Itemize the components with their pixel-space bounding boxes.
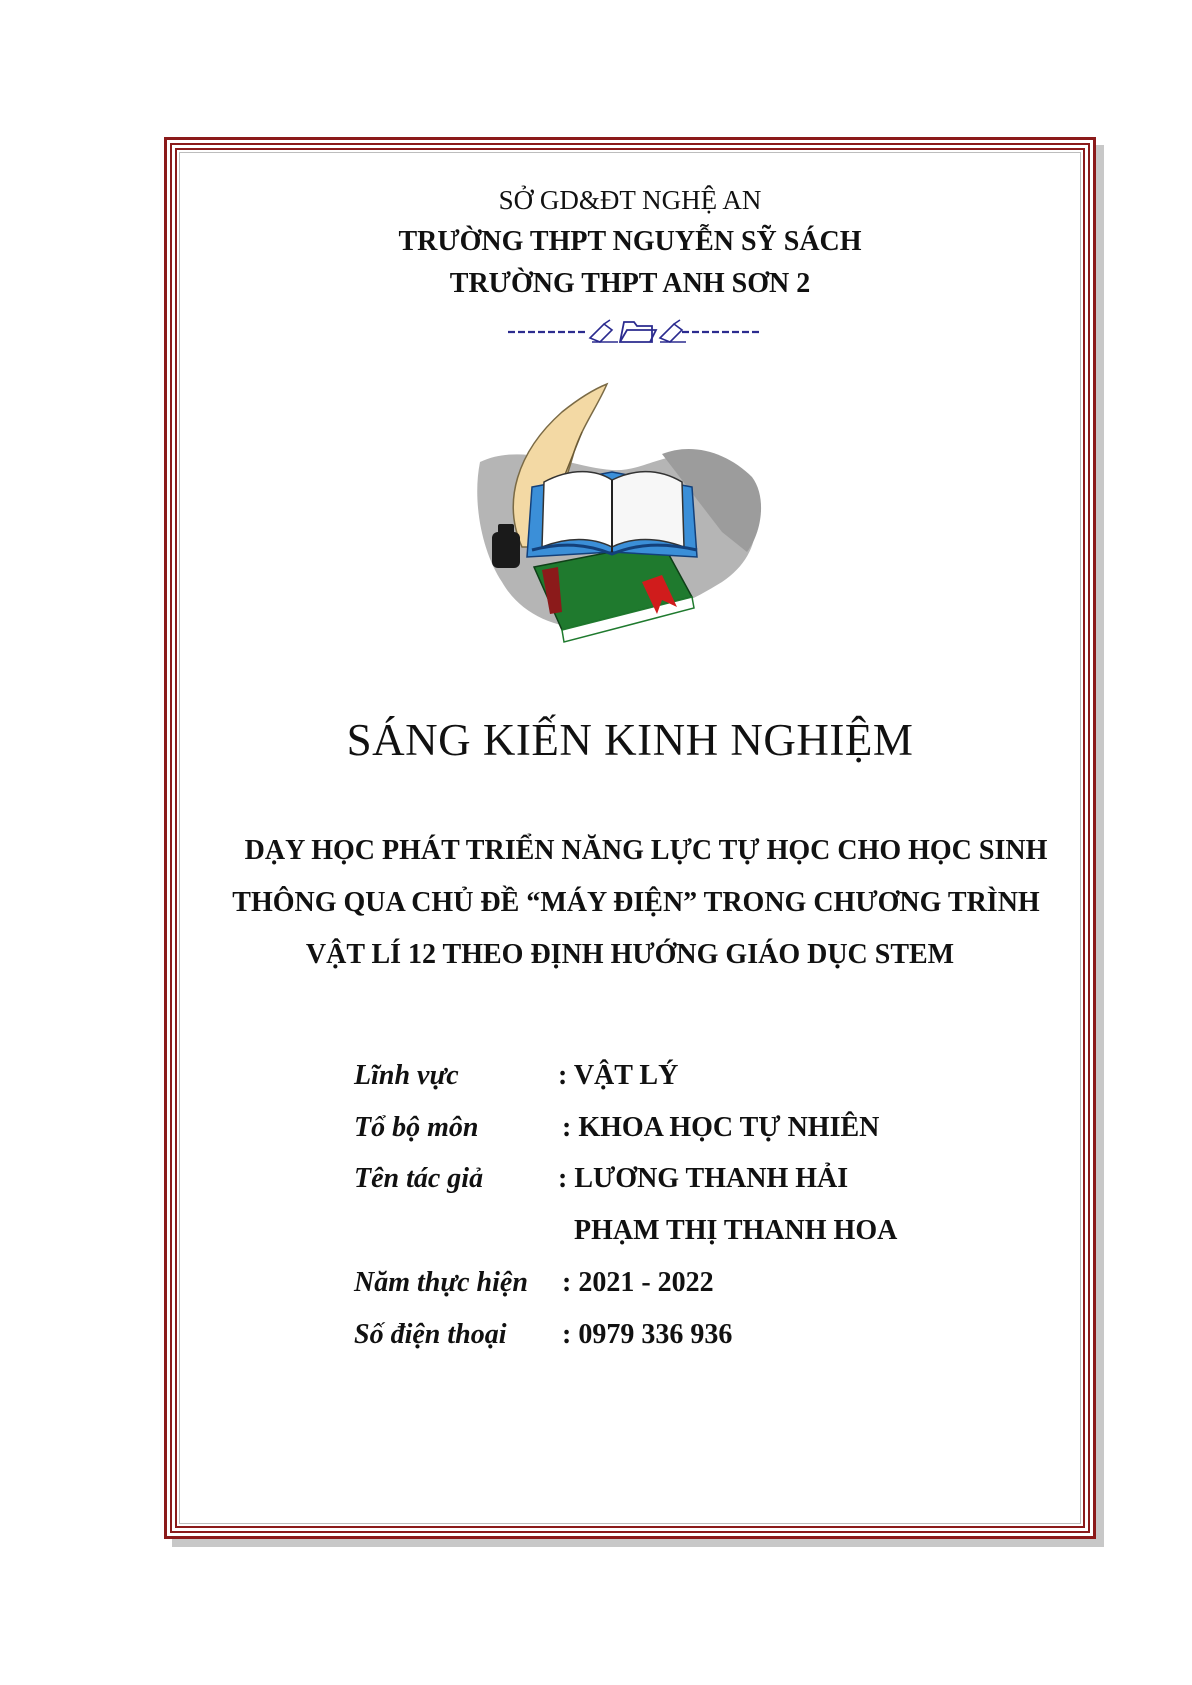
field-label: Lĩnh vực xyxy=(354,1060,459,1091)
header-ornament xyxy=(500,312,770,348)
year-label: Năm thực hiện xyxy=(354,1267,528,1298)
title-line-2: THÔNG QUA CHỦ ĐỀ “MÁY ĐIỆN” TRONG CHƯƠNG TRÌNH xyxy=(232,887,1040,918)
writing-hand-icon xyxy=(660,320,686,342)
phone-label: Số điện thoại xyxy=(354,1319,507,1350)
group-label: Tổ bộ môn xyxy=(354,1112,479,1143)
title-line-1: DẠY HỌC PHÁT TRIỂN NĂNG LỰC TỰ HỌC CHO HỌC SINH xyxy=(244,835,1048,866)
book-quill-illustration xyxy=(462,382,782,654)
author-label: Tên tác giả xyxy=(354,1163,484,1194)
folder-icon xyxy=(620,322,656,342)
author-value-2: PHẠM THỊ THANH HOA xyxy=(574,1215,898,1246)
school-name-1: TRƯỜNG THPT NGUYỄN SỸ SÁCH xyxy=(398,226,862,257)
year-value: : 2021 - 2022 xyxy=(562,1267,714,1298)
author-value-1: : LƯƠNG THANH HẢI xyxy=(558,1163,849,1194)
phone-value: : 0979 336 936 xyxy=(562,1319,733,1350)
school-name-2: TRƯỜNG THPT ANH SƠN 2 xyxy=(449,268,811,299)
field-value: : VẬT LÝ xyxy=(558,1060,679,1091)
department-name: SỞ GD&ĐT NGHỆ AN xyxy=(498,185,762,215)
document-type: SÁNG KIẾN KINH NGHIỆM xyxy=(346,715,914,765)
writing-hand-icon xyxy=(590,320,618,342)
group-value: : KHOA HỌC TỰ NHIÊN xyxy=(562,1112,880,1143)
title-line-3: VẬT LÍ 12 THEO ĐỊNH HƯỚNG GIÁO DỤC STEM xyxy=(305,939,955,970)
